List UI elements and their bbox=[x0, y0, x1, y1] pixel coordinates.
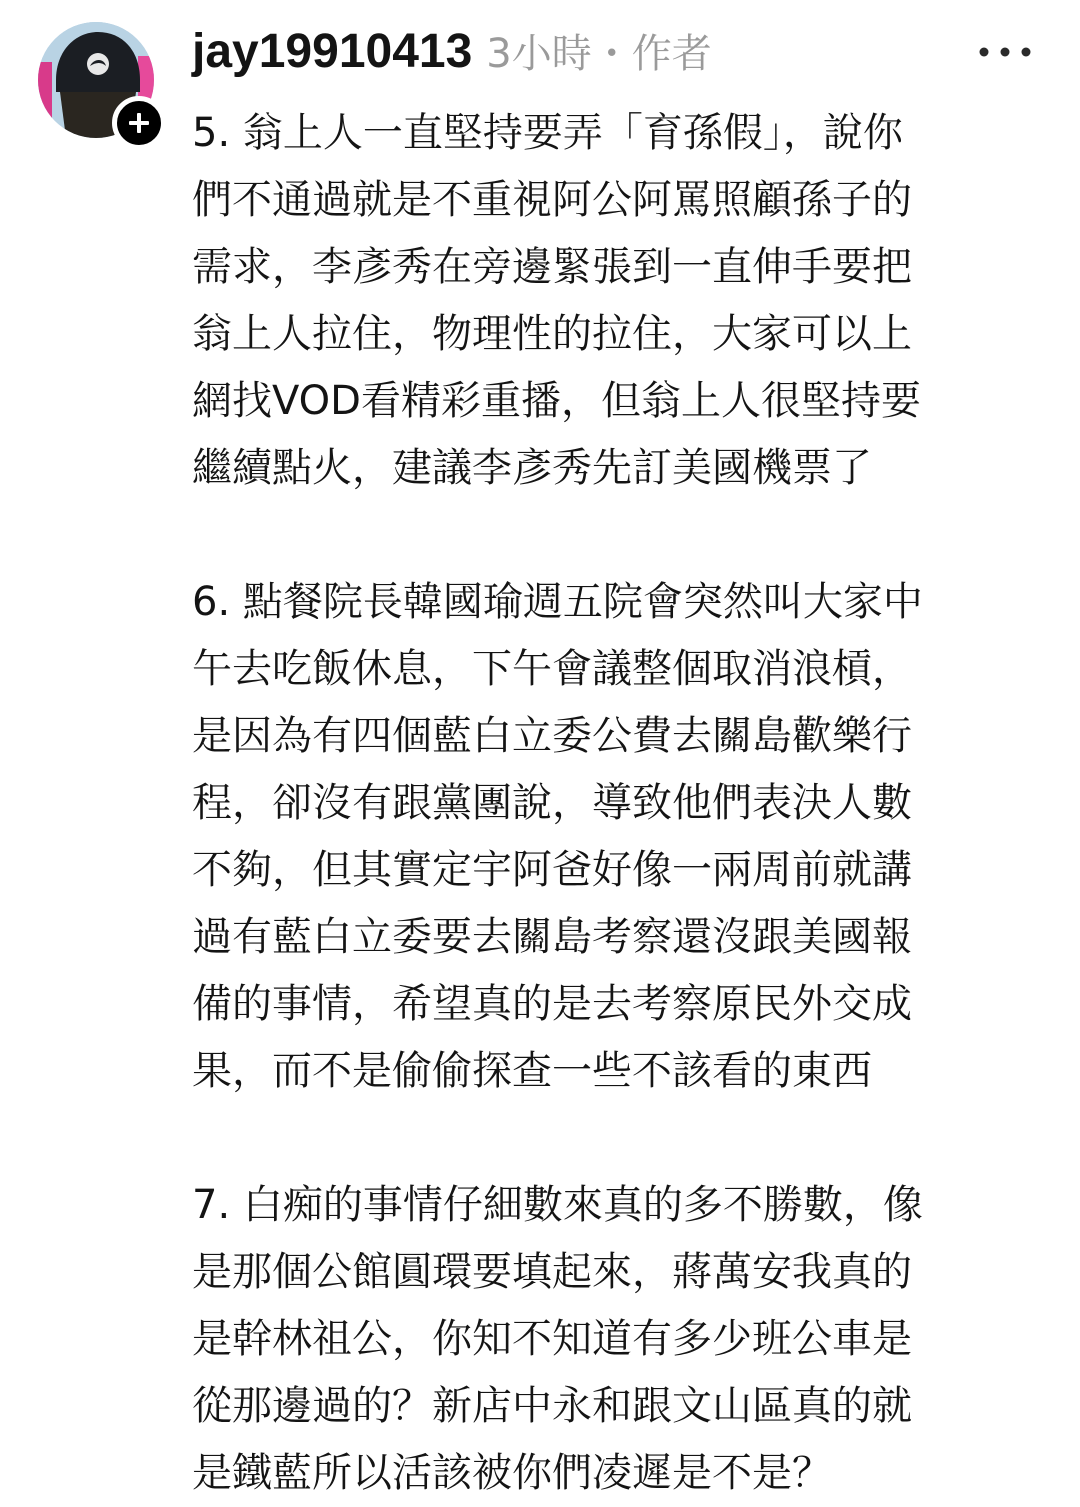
post-paragraph: 6. 點餐院長韓國瑜週五院會突然叫大家中 午去吃飯休息，下午會議整個取消浪槓， 是因為有四個藍白立委公費去關島歡樂行 程，卻沒有跟黨團說，導致他們表決人數 不夠，但其實定宇阿爸好像一兩周前就講 過有藍白立委要去關島考察還沒跟美國報 備的事情，希望真的是去考察原民外交成 果，而不是偷偷探查一些不該看的東西 bbox=[192, 579, 923, 1094]
avatar-container[interactable] bbox=[38, 22, 154, 138]
more-horizontal-icon bbox=[979, 47, 1031, 57]
username-link[interactable]: jay19910413 bbox=[192, 25, 473, 78]
post-body bbox=[192, 100, 1022, 1507]
post-header bbox=[192, 22, 712, 86]
follow-button[interactable] bbox=[112, 96, 166, 150]
post-paragraph: 5. 翁上人一直堅持要弄「育孫假」，說你 們不通過就是不重視阿公阿罵照顧孫子的 需求，李彥秀在旁邊緊張到一直伸手要把 翁上人拉住，物理性的拉住，大家可以上 網找VOD看精彩重播，但翁上人很堅持要 繼續點火，建議李彥秀先訂美國機票了 bbox=[192, 110, 921, 491]
plus-icon bbox=[128, 112, 150, 134]
post-meta: 3小時・作者 bbox=[486, 31, 712, 77]
more-options-button[interactable] bbox=[970, 30, 1040, 74]
post-paragraph: 7. 白痴的事情仔細數來真的多不勝數，像 是那個公館圓環要填起來，蔣萬安我真的 是幹林祖公，你知不知道有多少班公車是 從那邊過的？新店中永和跟文山區真的就 是鐵藍所以活該被你們凌遲是不是？ bbox=[192, 1182, 923, 1496]
